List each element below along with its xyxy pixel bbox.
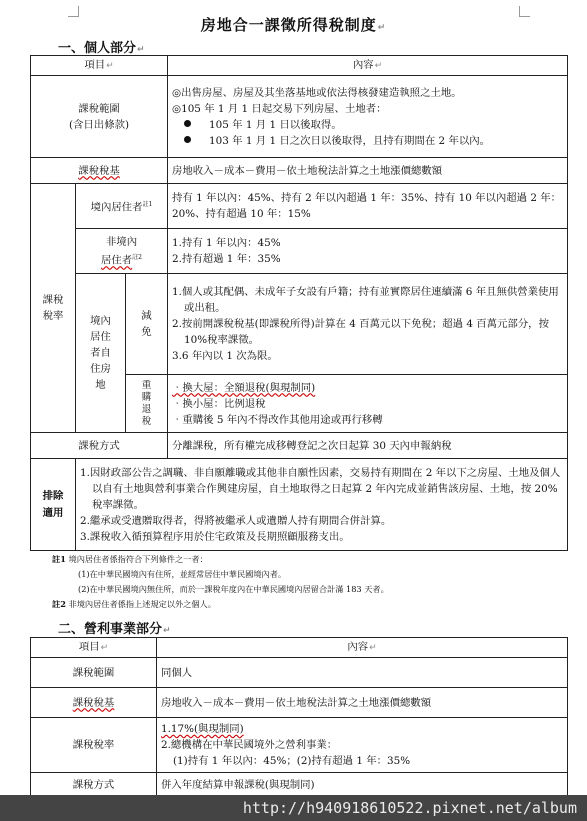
table-row-base <box>31 158 568 184</box>
rate-label: 課稅稅率 <box>31 184 76 433</box>
rebuy-content: ‧換大屋：全額退稅(與現制同) ‧換小屋：比例退稅 ‧重購後 5 年內不得改作其他用途或再行移轉 <box>168 375 568 433</box>
nonresident-content: 1.持有 1 年以內：45% 2.持有超過 1 年：35% <box>168 229 568 274</box>
table-row-method <box>31 773 568 797</box>
table-row-exclusion <box>31 459 568 551</box>
header-content: 內容↵ <box>157 638 568 658</box>
method-content: 分離課稅，所有權完成移轉登記之次日起算 30 天內申報納稅 <box>168 433 568 459</box>
self-use-label: 境內居住者自住房地 <box>76 274 126 433</box>
header-content: 內容↵ <box>168 56 568 76</box>
base-content: 房地收入－成本－費用－依土地稅法計算之土地漲價總數額 <box>168 158 568 184</box>
table-header-row <box>31 638 568 658</box>
bullet-icon <box>184 120 191 127</box>
business-table <box>30 637 568 797</box>
rate-content: 1.17%(與現制同) 2.總機構在中華民國境外之營利事業： (1)持有 1 年以內：45%；(2)持有超過 1 年：35% <box>157 718 568 773</box>
page-title: 房地合一課徵所得稅制度↵ <box>200 16 387 34</box>
resident-label: 境內居住者$^{註1}$ <box>76 184 168 229</box>
exemption-content: 1.個人或其配偶、未成年子女設有戶籍；持有並實際居住連續滿 6 年且無供營業使用或出租。 2.按前開課稅稅基(即課稅所得)計算在 4 百萬元以下免稅；超過 4 百萬元部分，按 10%稅率課徵。 3.6 年內以 1 次為限。 <box>168 274 568 375</box>
scope-label: 課稅範圍 (含日出條款) <box>31 76 168 158</box>
rate-label: 課稅稅率 <box>31 718 157 773</box>
individual-table <box>30 55 568 551</box>
base-content: 房地收入－成本－費用－依土地稅法計算之土地漲價總數額 <box>157 688 568 718</box>
table-row-base <box>31 688 568 718</box>
header-item: 項目↵ <box>31 638 157 658</box>
section-individual-heading: 一、個人部分↵ <box>58 41 145 56</box>
scope-label: 課稅範圍 <box>31 658 157 688</box>
method-label: 課稅方式 <box>31 433 168 459</box>
exclusion-content: 1.因財政部公告之調職、非自願離職或其他非自願性因素，交易持有期間在 2 年以下之房屋、土地及個人以自有土地與營利事業合作興建房屋，自土地取得之日起算 2 年內完成並銷售該房屋、土地，按 20%稅率課徵。 2.繼承或受遺贈取得者，得將被繼承人或遺贈人持有期間合併計算。 3.課稅收入循預算程序用於住宅政策及長期照顧服務支出。 <box>76 459 568 551</box>
scope-content: 同個人 <box>157 658 568 688</box>
table-row-scope <box>31 658 568 688</box>
method-label: 課稅方式 <box>31 773 157 797</box>
table-row-method <box>31 433 568 459</box>
note-1a: (1)在中華民國境內有住所，並經常居住中華民國境內者。 <box>78 569 287 579</box>
section-business-heading: 二、營利事業部分↵ <box>58 622 171 637</box>
bullet-icon <box>184 136 191 143</box>
table-row-exemption <box>31 274 568 375</box>
note-2: 註2 非境內居住者係指上述規定以外之個人。 <box>52 599 216 609</box>
exemption-label: 減免 <box>126 274 168 375</box>
nonresident-label: 非境內 居住者$^{註2}$ <box>76 229 168 274</box>
base-label: 課稅稅基 <box>31 688 157 718</box>
table-row-nonresident <box>31 229 568 274</box>
table-row-rate <box>31 718 568 773</box>
table-row-scope <box>31 76 568 158</box>
exclusion-label: 排除適用 <box>31 459 76 551</box>
table-header-row <box>31 56 568 76</box>
resident-content: 持有 1 年以內：45%、持有 2 年以內超過 1 年：35%、持有 10 年以內超過 2 年：20%、持有超過 10 年：15% <box>168 184 568 229</box>
scope-content: ◎出售房屋、房屋及其坐落基地或依法得核發建造執照之土地。 ◎105 年 1 月 1 日起交易下列房屋、土地者： 105 年 1 月 1 日以後取得。 103 年 1 月 1 日之次日以後取得，且持有期間在 2 年以內。 <box>168 76 568 158</box>
base-label: 課稅稅基 <box>31 158 168 184</box>
note-1: 註1 境內居住者係指符合下列條件之一者： <box>52 554 208 564</box>
table-row-resident <box>31 184 568 229</box>
header-item: 項目↵ <box>31 56 168 76</box>
watermark-url: http://h940918610522.pixnet.net/album <box>0 795 587 821</box>
rebuy-label: 重購退稅 <box>126 375 168 433</box>
note-1b: (2)在中華民國境內無住所，而於一課稅年度內在中華民國境內居留合計滿 183 天者。 <box>78 584 389 594</box>
method-content: 併入年度結算申報課稅(與現制同) <box>157 773 568 797</box>
